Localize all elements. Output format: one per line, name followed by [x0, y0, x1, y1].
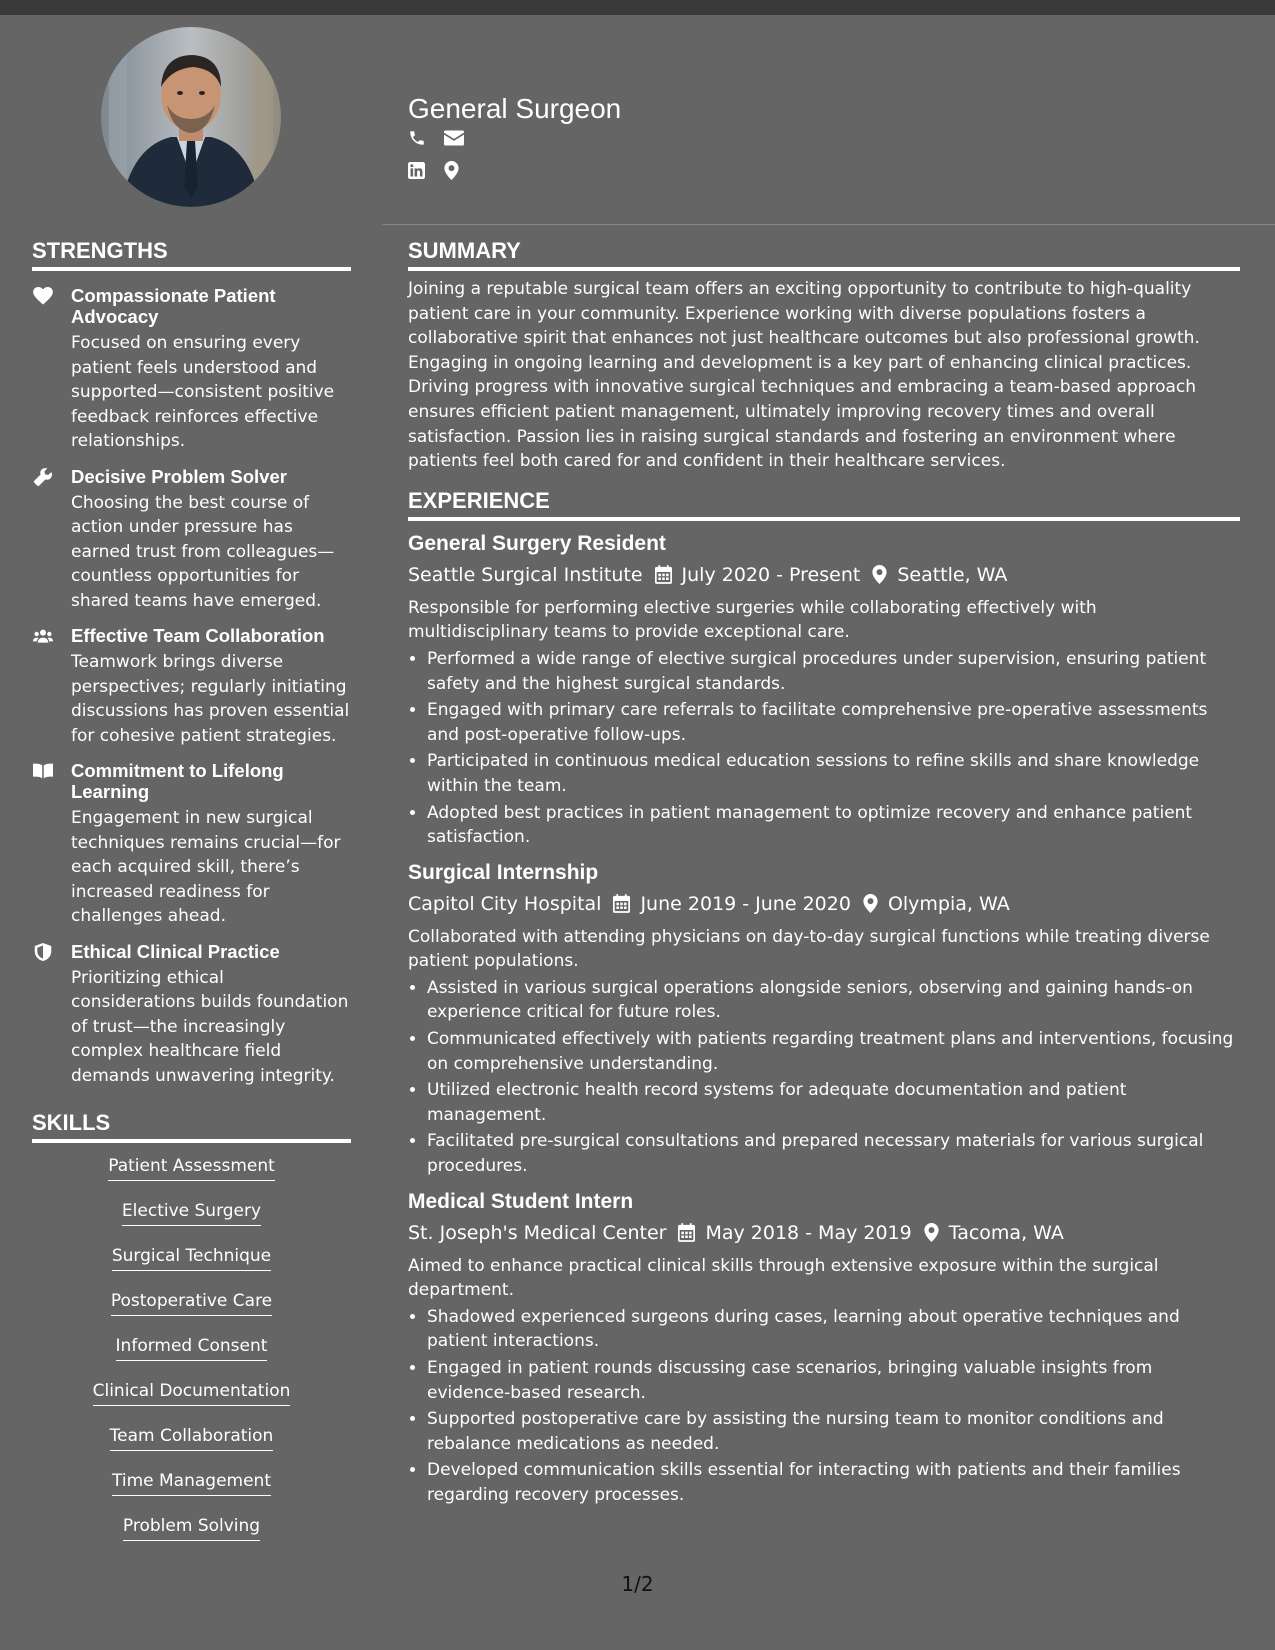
strength-description: Prioritizing ethical considerations builds foundation of trust—the increasingly complex healthcare field demands unwavering integrity. [71, 967, 349, 1086]
calendar-icon [613, 894, 630, 913]
bullet-item: • Shadowed experienced surgeons during cases, learning about operative techniques and patient interactions. [427, 1305, 1240, 1354]
strength-item [32, 285, 351, 454]
page-title: General Surgeon [408, 93, 622, 124]
job-bullets [408, 976, 1240, 1179]
heart-icon [32, 286, 54, 306]
contact-row-2 [408, 160, 466, 180]
strength-title: Compassionate Patient Advocacy [71, 285, 276, 327]
job-dates: July 2020 - Present [681, 563, 861, 586]
skill-tag: Elective Surgery [122, 1200, 261, 1226]
page-number: 1/2 [621, 1572, 654, 1596]
job-entry [408, 531, 1240, 850]
job-title: Surgical Internship [408, 860, 599, 884]
bullet-item: • Facilitated pre-surgical consultations and prepared necessary materials for various surgical procedures. [427, 1129, 1240, 1178]
envelope-icon[interactable] [444, 128, 466, 148]
strengths-heading: STRENGTHS [32, 238, 351, 271]
job-meta [408, 563, 1240, 587]
strength-item [32, 625, 351, 748]
skills-heading: SKILLS [32, 1110, 351, 1143]
skill-tag: Surgical Technique [112, 1245, 271, 1271]
skill-tag: Time Management [112, 1470, 271, 1496]
job-dates: June 2019 - June 2020 [640, 892, 851, 915]
calendar-icon [678, 1223, 695, 1242]
bullet-item: • Engaged in patient rounds discussing case scenarios, bringing valuable insights from evidence-based research. [427, 1356, 1240, 1405]
bullet-item: • Developed communication skills essential for interacting with patients and their families regarding recovery processes. [427, 1458, 1240, 1507]
strength-item [32, 941, 351, 1089]
wrench-icon [32, 467, 54, 487]
strength-description: Choosing the best course of action under pressure has earned trust from colleagues—countless opportunities for shared teams have emerged. [71, 492, 335, 611]
strength-item [32, 760, 351, 929]
strength-description: Teamwork brings diverse perspectives; regularly initiating discussions has proven essential for cohesive patient strategies. [71, 652, 350, 746]
summary-text: Joining a reputable surgical team offers an exciting opportunity to contribute to high-quality patient care in your community. Experience working with diverse populations fosters a collaborative spirit that enhances not just healthcare outcomes but also professional growth. Engaging in ongoing learning and development is a key part of enhancing clinical practices. Driving progress with innovative surgical techniques and embracing a team-based approach ensures efficient patient management, ultimately improving recovery times and overall satisfaction. Passion lies in raising surgical standards and fostering an environment where patients feel both cared for and confident in their healthcare services. [408, 279, 1200, 472]
job-description: Aimed to enhance practical clinical skills through extensive exposure within the surgical department. [408, 1255, 1159, 1301]
job-meta [408, 1221, 1240, 1245]
skill-tag: Postoperative Care [111, 1290, 272, 1316]
map-pin-icon [924, 1223, 939, 1242]
strength-description: Engagement in new surgical techniques remains crucial—for each acquired skill, there’s increased readiness for challenges ahead. [71, 808, 341, 926]
job-location: Olympia, WA [887, 892, 1010, 915]
right-column [408, 238, 1240, 1510]
bullet-item: • Participated in continuous medical education sessions to refine skills and share knowledge within the team. [427, 749, 1240, 798]
job-title: General Surgery Resident [408, 531, 666, 555]
job-company: Capitol City Hospital [408, 892, 602, 915]
left-column [32, 238, 351, 1560]
job-entry [408, 1189, 1240, 1508]
bullet-item: • Utilized electronic health record systems for adequate documentation and patient management. [427, 1078, 1240, 1127]
job-entry [408, 860, 1240, 1179]
strength-title: Commitment to Lifelong Learning [71, 760, 284, 802]
job-description: Responsible for performing elective surgeries while collaborating effectively with multidisciplinary teams to provide exceptional care. [408, 597, 1097, 643]
skill-tag: Patient Assessment [108, 1155, 275, 1181]
skills-list [32, 1155, 351, 1560]
book-icon [32, 761, 54, 781]
profile-photo [101, 27, 281, 207]
shield-icon [32, 942, 54, 962]
bullet-item: • Supported postoperative care by assisting the nursing team to monitor conditions and rebalance medications as needed. [427, 1407, 1240, 1456]
bullet-item: • Performed a wide range of elective surgical procedures under supervision, ensuring patient safety and the highest surgical standards. [427, 647, 1240, 696]
skill-tag: Problem Solving [123, 1515, 260, 1541]
map-pin-icon [872, 565, 887, 584]
skill-tag: Team Collaboration [110, 1425, 274, 1451]
job-location: Tacoma, WA [948, 1221, 1064, 1244]
bullet-item: • Adopted best practices in patient management to optimize recovery and enhance patient satisfaction. [427, 801, 1240, 850]
header-divider [383, 224, 1275, 225]
bullet-item: • Communicated effectively with patients regarding treatment plans and interventions, focusing on comprehensive understanding. [427, 1027, 1240, 1076]
strength-item [32, 466, 351, 614]
job-title: Medical Student Intern [408, 1189, 634, 1213]
top-bar [0, 0, 1275, 15]
job-location: Seattle, WA [897, 563, 1008, 586]
strength-title: Decisive Problem Solver [71, 465, 287, 487]
job-company: St. Joseph's Medical Center [408, 1221, 667, 1244]
calendar-icon [655, 565, 672, 584]
contact-row-1 [408, 128, 466, 148]
linkedin-icon[interactable] [408, 160, 430, 180]
summary-heading: SUMMARY [408, 238, 1240, 271]
bullet-item: • Assisted in various surgical operations alongside seniors, observing and gaining hands-on experience critical for future roles. [427, 976, 1240, 1025]
strength-title: Effective Team Collaboration [71, 625, 325, 646]
strength-description: Focused on ensuring every patient feels understood and supported—consistent positive feedback reinforces effective relationships. [71, 333, 335, 451]
users-icon [32, 626, 54, 646]
job-meta [408, 892, 1240, 916]
job-dates: May 2018 - May 2019 [705, 1221, 912, 1244]
map-pin-icon [863, 894, 878, 913]
skill-tag: Clinical Documentation [93, 1380, 291, 1406]
map-pin-icon[interactable] [444, 160, 466, 180]
skill-tag: Informed Consent [116, 1335, 268, 1361]
strength-title: Ethical Clinical Practice [71, 940, 280, 962]
job-company: Seattle Surgical Institute [408, 563, 643, 586]
bullet-item: • Engaged with primary care referrals to facilitate comprehensive pre-operative assessments and post-operative follow-ups. [427, 698, 1240, 747]
phone-icon[interactable] [408, 128, 430, 148]
job-bullets [408, 647, 1240, 850]
job-bullets [408, 1305, 1240, 1508]
job-description: Collaborated with attending physicians on day-to-day surgical functions while treating diverse patient populations. [408, 926, 1210, 972]
experience-heading: EXPERIENCE [408, 488, 1240, 521]
